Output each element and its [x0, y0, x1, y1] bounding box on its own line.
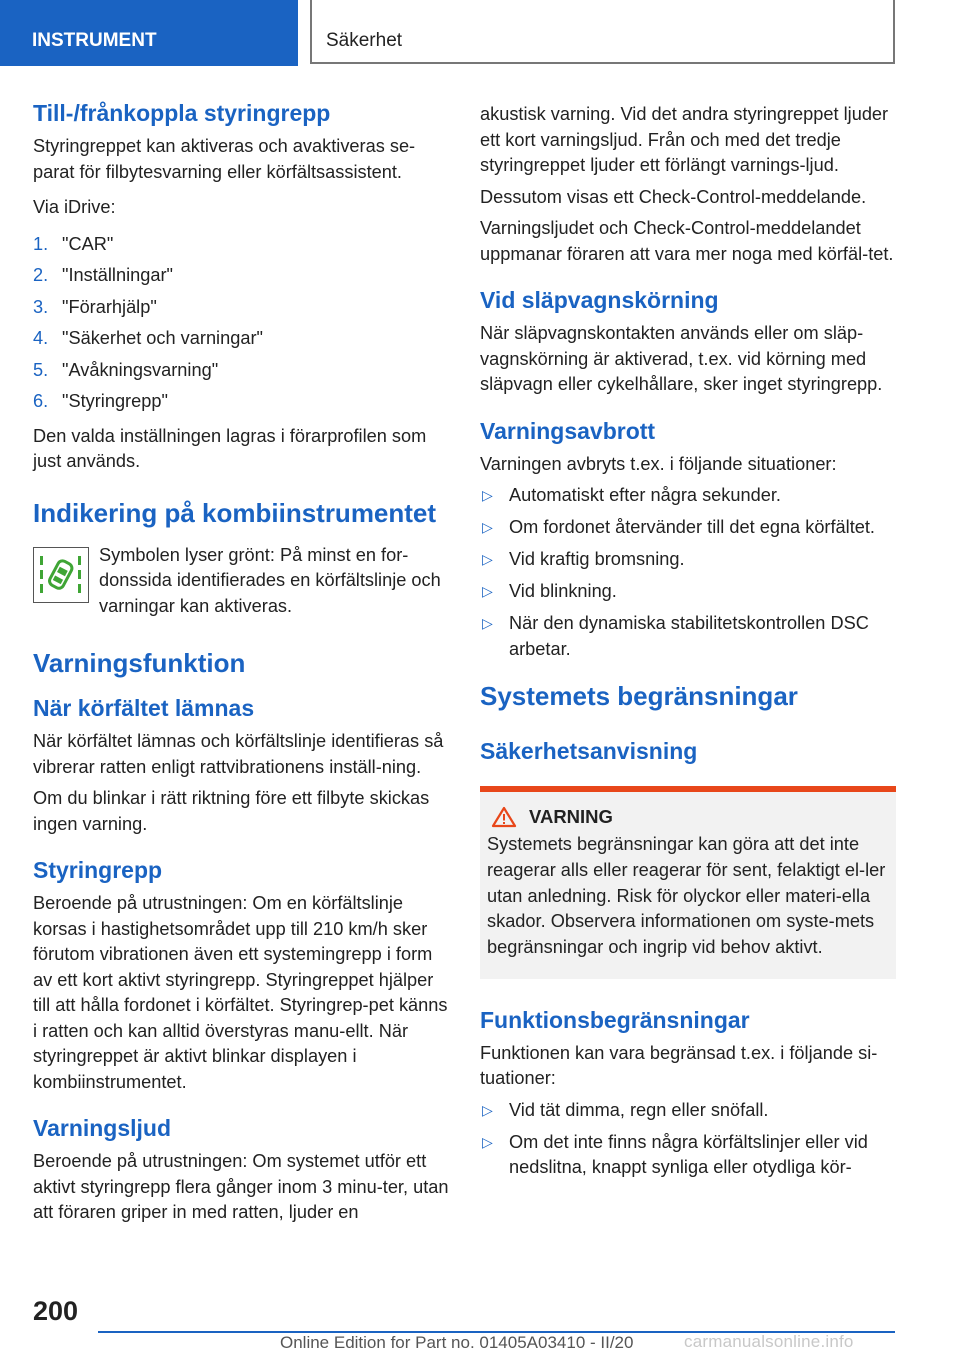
symbol-description: Symbolen lyser grönt: På minst en for-donssida identifierades en körfältslinje och varningar kan aktiveras.: [99, 544, 441, 616]
list-item: [480, 515, 896, 541]
bullet-triangle-icon: ▷: [482, 583, 493, 599]
bullet-text: Vid blinkning.: [509, 581, 617, 601]
list-item: [480, 1130, 896, 1181]
bullet-triangle-icon: ▷: [482, 1101, 493, 1118]
warning-box: [480, 786, 896, 979]
bullet-text: När den dynamiska stabilitetskontrollen DSC arbetar.: [509, 613, 869, 659]
list-item: [33, 260, 451, 292]
bullet-triangle-icon: ▷: [482, 1133, 493, 1150]
edition-info: Online Edition for Part no. 01405A03410 - II/20: [280, 1333, 634, 1352]
paragraph: Styringreppet kan aktiveras och avaktiveras se-parat för filbytesvarning eller körfältsassistent.: [33, 136, 416, 182]
list-item: [33, 355, 451, 387]
list-item: [480, 579, 896, 605]
section-title: Säkerhet: [310, 0, 895, 64]
chapter-label: INSTRUMENT: [32, 30, 157, 52]
paragraph: Varningen avbryts t.ex. i följande situationer:: [480, 453, 837, 474]
list-item: [480, 1098, 896, 1124]
heading-system-limits: Systemets begränsningar: [480, 681, 798, 711]
bullet-text: Automatiskt efter några sekunder.: [509, 485, 781, 505]
list-item: [480, 611, 896, 662]
heading-function-limits: Funktionsbegränsningar: [480, 1006, 750, 1033]
step-text: "CAR": [62, 233, 114, 254]
page-header: [0, 0, 960, 66]
heading-steering-intervention: Styringrepp: [33, 857, 163, 883]
heading-warning-function: Varningsfunktion: [33, 648, 246, 678]
step-number: 5.: [33, 359, 49, 380]
step-number: 3.: [33, 296, 49, 317]
step-text: "Inställningar": [62, 265, 173, 285]
paragraph: Via iDrive:: [33, 197, 116, 217]
paragraph: Om du blinkar i rätt riktning före ett filbyte skickas ingen varning.: [33, 788, 430, 834]
list-item: [480, 483, 896, 509]
paragraph: När körfältet lämnas och körfältslinje identifieras så vibrerar ratten enligt rattvibrationens inställ-ning.: [33, 731, 444, 777]
bullet-triangle-icon: ▷: [482, 551, 493, 567]
paragraph: Funktionen kan vara begränsad t.ex. i följande si-tuationer:: [480, 1042, 878, 1089]
step-text: "Styringrepp": [62, 391, 168, 411]
bullet-text: Vid tät dimma, regn eller snöfall.: [509, 1099, 769, 1120]
step-text: "Avåkningsvarning": [62, 359, 219, 380]
idrive-steps: [33, 229, 451, 418]
list-item: [33, 323, 451, 355]
paragraph: akustisk varning. Vid det andra styringreppet ljuder ett kort varningsljud. Från och med det tredje styringreppet ljuder ett förlängt varnings-ljud.: [480, 104, 889, 175]
list-item: [480, 547, 896, 573]
bullet-triangle-icon: ▷: [482, 519, 493, 535]
paragraph: Dessutom visas ett Check-Control-meddelande.: [480, 186, 867, 207]
paragraph: När släpvagnskontakten används eller om släp-vagnskörning är aktiverad, t.ex. vid körning med släpvagn eller cykelhållare, sker inget styringrepp.: [480, 323, 883, 394]
list-item: [33, 292, 451, 324]
heading-toggle-steering: Till-/frånkoppla styringrepp: [33, 100, 331, 126]
paragraph: Varningsljudet och Check-Control-meddelandet uppmanar föraren att vara mer noga med körfäl-tet.: [480, 218, 894, 264]
watermark: carmanualsonline.info: [684, 1332, 854, 1351]
paragraph: Beroende på utrustningen: Om en körfältslinje korsas i hastighetsområdet upp till 210 km/h sker förutom vibrationen även ett systemingrepp i form av ett kort aktivt styringrepp. Styringreppet hjälper till att hålla fordonet i körfältet. Styringrep-pet känns i ratten och kan alltid överstyras manu-ellt. När styringreppet är aktivt blinkar displayen i kombiinstrumentet.: [33, 893, 448, 1092]
step-number: 1.: [33, 233, 49, 254]
heading-warning-sound: Varningsljud: [33, 1115, 172, 1141]
paragraph: Den valda inställningen lagras i förarprofilen som just används.: [33, 425, 427, 471]
warning-triangle-icon: [491, 806, 517, 828]
symbol-row: [33, 543, 451, 620]
abort-list: [480, 483, 896, 662]
heading-warning-abort: Varningsavbrott: [480, 417, 656, 444]
list-item: [33, 386, 451, 418]
step-text: "Säkerhet och varningar": [62, 328, 263, 348]
step-text: "Förarhjälp": [62, 296, 157, 317]
heading-leaving-lane: När körfältet lämnas: [33, 695, 255, 721]
warning-header: [491, 806, 888, 828]
limits-list: [480, 1098, 896, 1181]
step-number: 6.: [33, 391, 49, 411]
bullet-triangle-icon: ▷: [482, 615, 493, 631]
paragraph: Beroende på utrustningen: Om systemet utför ett aktivt styringrepp flera gånger inom 3 minu-ter, utan att föraren griper in med ratten, ljuder en: [33, 1151, 449, 1222]
page-number: 200: [33, 1296, 79, 1326]
heading-safety-note: Säkerhetsanvisning: [480, 738, 698, 764]
warning-title: VARNING: [529, 806, 613, 827]
chapter-tab: [0, 0, 298, 66]
bullet-text: Om fordonet återvänder till det egna körfältet.: [509, 517, 875, 537]
lane-keeping-icon: [33, 547, 89, 603]
bullet-triangle-icon: ▷: [482, 487, 493, 503]
left-column: [33, 98, 451, 1226]
bullet-text: Vid kraftig bromsning.: [509, 549, 685, 569]
heading-trailer: Vid släpvagnskörning: [480, 287, 719, 313]
step-number: 4.: [33, 328, 49, 348]
bullet-text: Om det inte finns några körfältslinjer eller vid nedslitna, knappt synliga eller otydliga kör-: [509, 1131, 868, 1178]
heading-indication: Indikering på kombiinstrumentet: [33, 497, 437, 528]
warning-text: Systemets begränsningar kan göra att det inte reagerar alls eller reagerar för sent, felaktigt el-ler utan anledning. Risk för olyckor eller materi-ella skador. Observera informationen om syste-mets begränsningar och ingrip vid behov aktivt.: [487, 834, 886, 958]
step-number: 2.: [33, 265, 49, 285]
right-column: [480, 102, 896, 1187]
list-item: [33, 229, 451, 261]
